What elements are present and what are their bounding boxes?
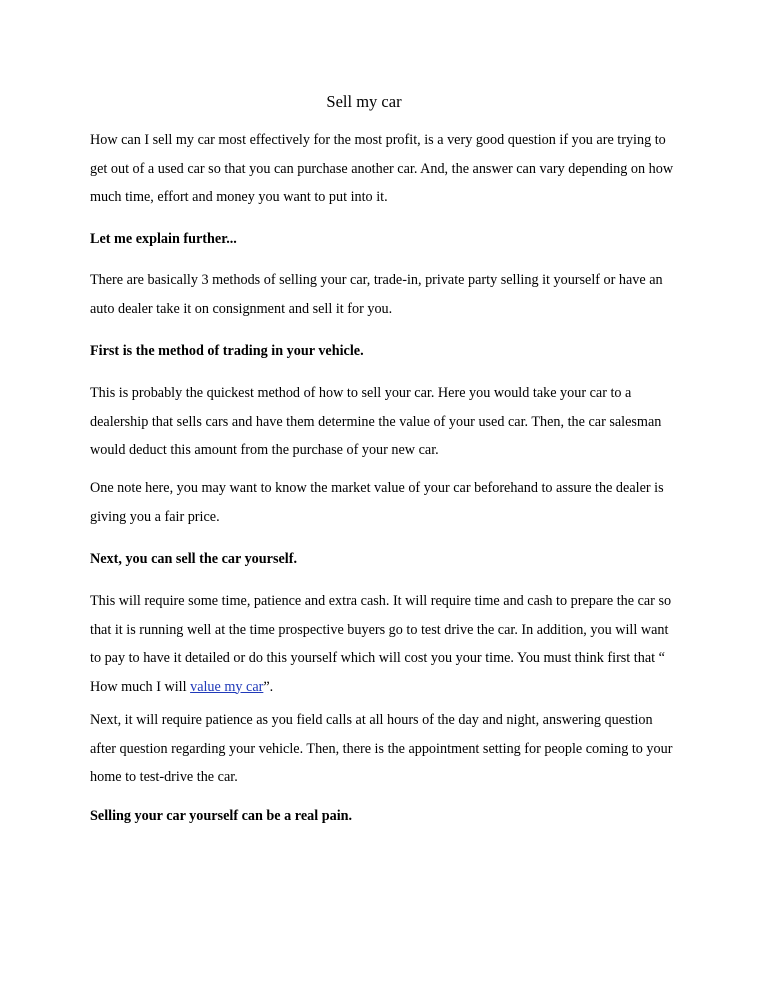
document-title: Sell my car xyxy=(326,92,402,111)
patience-paragraph: Next, it will require patience as you field calls at all hours of the day and night, answering question after question regarding your vehicle. Then, there is the appointment setting for people coming to your home to test-drive the car. xyxy=(90,712,673,785)
value-my-car-link[interactable]: value my car xyxy=(190,678,264,695)
market-value-paragraph: One note here, you may want to know the market value of your car beforehand to assure the dealer is giving you a fair price. xyxy=(90,480,664,525)
heading-explain-further: Let me explain further... xyxy=(90,231,237,247)
heading-sell-yourself: Next, you can sell the car yourself. xyxy=(90,551,298,567)
trade-in-paragraph: This is probably the quickest method of how to sell your car. Here you would take your car to a dealership that sells cars and have them determine the value of your used car. Then, the car salesman would deduct this amount from the purchase of your new car. xyxy=(90,385,662,458)
sell-yourself-text-end: ”. xyxy=(263,678,274,695)
heading-real-pain: Selling your car yourself can be a real pain. xyxy=(90,808,353,824)
heading-trading-in: First is the method of trading in your vehicle. xyxy=(90,343,364,359)
sell-yourself-text: This will require some time, patience and extra cash. It will require time and cash to prepare the car so that it is running well at the time prospective buyers go to test drive the car. In addition, you will want to pay to have it detailed or do this yourself which will cost you your time. You must think first that “ How much I will xyxy=(90,593,672,695)
sell-yourself-paragraph xyxy=(90,587,680,701)
methods-paragraph: There are basically 3 methods of selling your car, trade-in, private party selling it yourself or have an auto dealer take it on consignment and sell it for you. xyxy=(90,272,663,317)
intro-paragraph: How can I sell my car most effectively for the most profit, is a very good question if you are trying to get out of a used car so that you can purchase another car. And, the answer can vary depending on how much time, effort and money you want to put into it. xyxy=(90,132,674,205)
